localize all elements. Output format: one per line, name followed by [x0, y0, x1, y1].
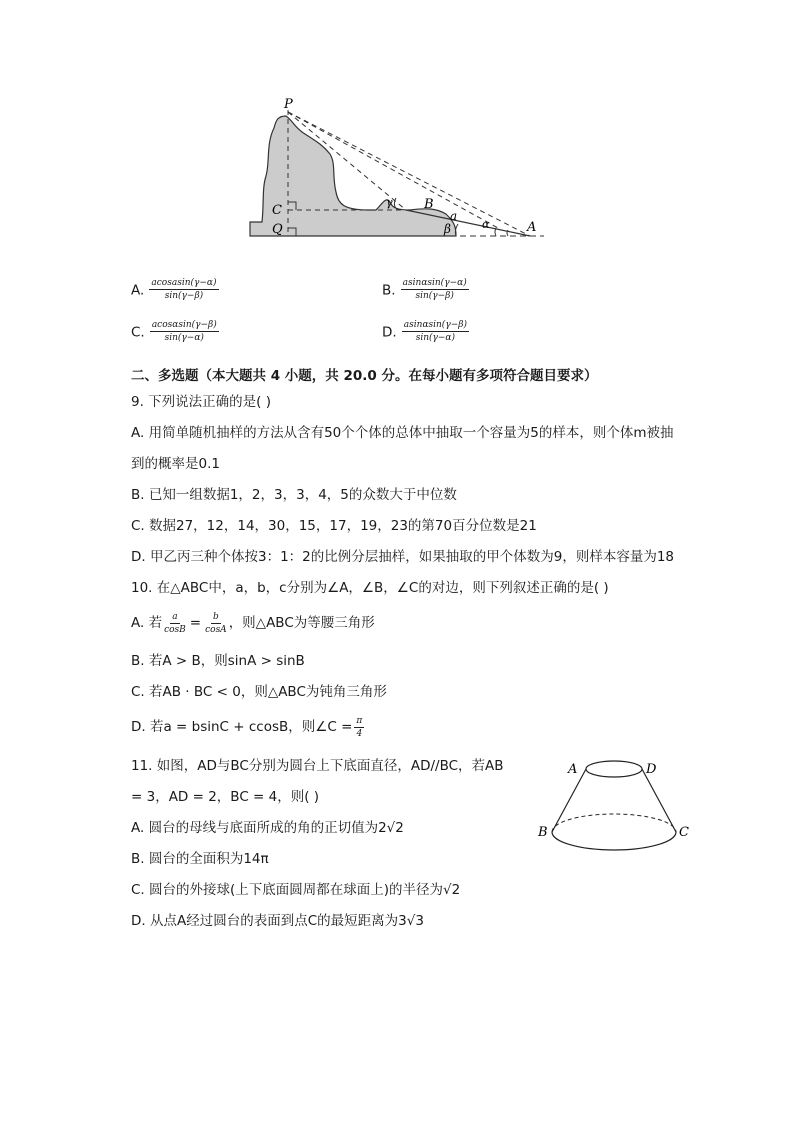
label-Q: Q: [272, 222, 283, 237]
label-B: B: [424, 197, 434, 212]
q8-option-d-fraction: $\frac{asin\alpha\sin(\gamma-\beta)}{\sin(\gamma-\alpha)}$: [403, 320, 467, 344]
q10-option-a: A. 若 $\frac{a}{\cos B}$ = $\frac{b}{\cos A}$ ，则△ABC为等腰三角形: [131, 612, 375, 636]
frustum-label-C: C: [679, 825, 689, 840]
label-beta: β: [444, 222, 451, 236]
q10-option-b: B. 若A > B，则sinA > sinB: [131, 653, 305, 669]
q9-option-a-line1: A. 用简单随机抽样的方法从含有50个个体的总体中抽取一个容量为5的样本，则个体m被抽: [131, 425, 674, 441]
q11-option-b: B. 圆台的全面积为14π: [131, 851, 269, 867]
q9-option-b: B. 已知一组数据1，2，3，3，4，5的众数大于中位数: [131, 487, 457, 503]
q8-option-c: C. $\frac{acos\alpha\sin(\gamma-\beta)}{\sin(\gamma-\alpha)}$: [131, 320, 217, 344]
q11-stem-line2: = 3，AD = 2，BC = 4，则( ): [131, 789, 320, 805]
q9-option-c: C. 数据27，12，14，30，15，17，19，23的第70百分位数是21: [131, 518, 537, 534]
label-C: C: [272, 203, 282, 218]
label-alpha: α: [482, 218, 490, 231]
q10-d-fraction: $\frac{\pi}{4}$: [356, 716, 363, 740]
q8-option-a: A. $\frac{\text{acosasin(γ−α)}}{\sin(\gamma-\beta)}$: [131, 278, 217, 302]
label-P: P: [284, 97, 293, 112]
q10-option-d: D. 若a = bsinC + ccosB，则∠C = $\frac{\pi}{4}$: [131, 716, 363, 740]
q9-option-d: D. 甲乙丙三种个体按3：1：2的比例分层抽样，如果抽取的甲个体数为9，则样本容量为18: [131, 549, 675, 565]
q9-stem: 9. 下列说法正确的是( ): [131, 394, 271, 410]
q11-option-a: A. 圆台的母线与底面所成的角的正切值为2√2: [131, 820, 404, 836]
q10-a-fraction-right: $\frac{b}{\cos A}$: [205, 612, 227, 636]
frustum-label-D: D: [646, 762, 657, 777]
q8-option-d: D. $\frac{asin\alpha\sin(\gamma-\beta)}{\sin(\gamma-\alpha)}$: [382, 320, 467, 344]
q8-option-b: B. $\frac{asin\alpha\sin(\gamma-\alpha)}{\sin(\gamma-\beta)}$: [382, 278, 467, 302]
q8-option-a-fraction: $\frac{\text{acosasin(γ−α)}}{\sin(\gamma-\beta)}$: [151, 278, 217, 302]
q10-option-c: C. 若AB · BC < 0，则△ABC为钝角三角形: [131, 684, 387, 700]
q9-option-a-line2: 到的概率是0.1: [131, 456, 220, 472]
q11-option-d: D. 从点A经过圆台的表面到点C的最短距离为3√3: [131, 913, 424, 929]
mountain-silhouette: [250, 116, 456, 236]
q8-option-c-fraction: $\frac{acos\alpha\sin(\gamma-\beta)}{\sin(\gamma-\alpha)}$: [151, 320, 217, 344]
frustum-label-B: B: [538, 825, 548, 840]
label-a: a: [450, 209, 458, 223]
q11-option-c: C. 圆台的外接球(上下底面圆周都在球面上)的半径为√2: [131, 882, 461, 898]
q10-a-fraction-left: $\frac{a}{\cos B}$: [164, 612, 186, 636]
section-header-multiple-choice: 二、多选题（本大题共 4 小题，共 20.0 分。在每小题有多项符合题目要求）: [131, 368, 598, 384]
frustum-label-A: A: [568, 762, 578, 777]
frustum-diagram: [534, 756, 694, 862]
q8-option-b-fraction: $\frac{asin\alpha\sin(\gamma-\alpha)}{\sin(\gamma-\beta)}$: [402, 278, 467, 302]
q11-stem-line1: 11. 如图，AD与BC分别为圆台上下底面直径，AD//BC，若AB: [131, 758, 504, 774]
q10-stem: 10. 在△ABC中，a，b，c分别为∠A，∠B，∠C的对边，则下列叙述正确的是( ): [131, 580, 609, 596]
label-gamma: γ: [386, 196, 393, 209]
label-A: A: [527, 220, 537, 235]
mountain-angle-diagram: [240, 92, 550, 242]
